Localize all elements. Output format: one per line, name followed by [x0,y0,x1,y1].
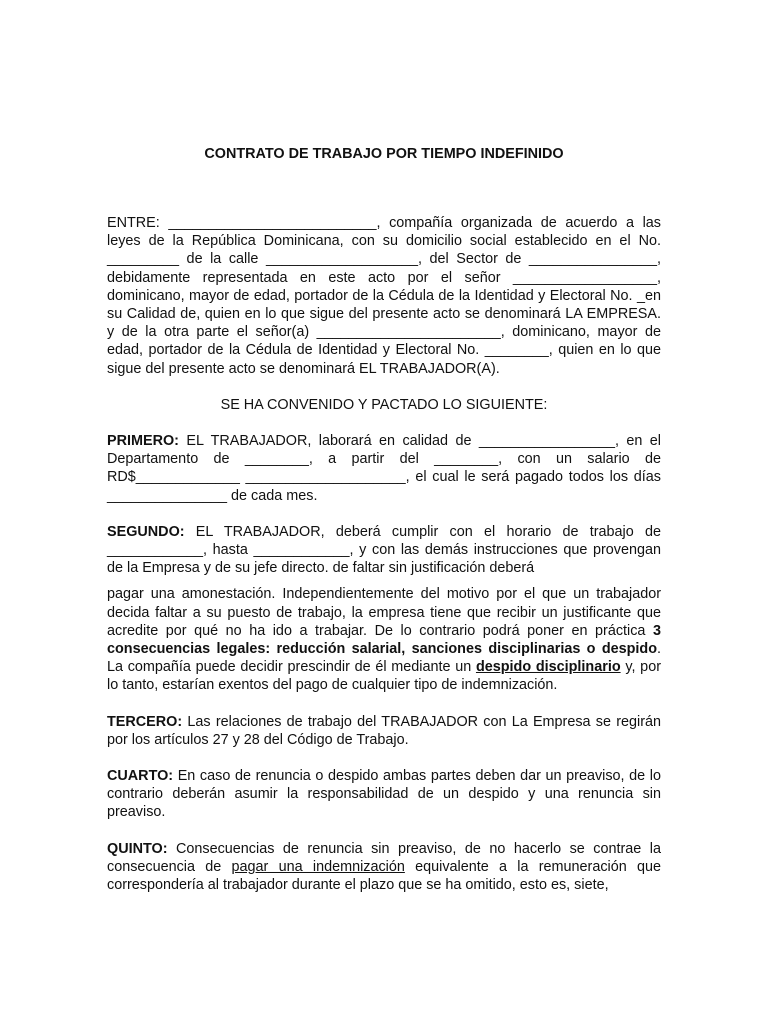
document-title: CONTRATO DE TRABAJO POR TIEMPO INDEFINIDO [204,146,564,162]
clause-text: EL TRABAJADOR, laborará en calidad de _________________, en el Departamento de ________, a partir del ________, con un salario de RD$_____________ ____________________, el cual le será pagado todos los días _______________ de cada mes. [107,433,661,504]
clause-label: CUARTO: [107,768,174,785]
clause-segundo-continued [107,585,661,694]
clause-text: . La compañía puede decidir prescindir de él mediante un [107,641,661,676]
clause-label: PRIMERO: [107,433,179,450]
clause-segundo [107,523,661,578]
despido-disciplinario-link[interactable]: despido disciplinario [475,659,621,676]
clause-primero [107,432,661,505]
document-body [107,214,661,912]
bold-phrase: 3 consecuencias legales: reducción salarial, sanciones disciplinarias o despido [107,622,661,658]
paragraph-convenido: SE HA CONVENIDO Y PACTADO LO SIGUIENTE: [220,396,548,413]
clause-text: Consecuencias de renuncia sin preaviso, de no hacerlo se contrae la consecuencia de [107,840,661,875]
clause-label: QUINTO: [107,840,168,857]
clause-text: y, por lo tanto, estarían exentos del pago de cualquier tipo de indemnización. [107,659,661,694]
clause-tercero [107,713,661,749]
clause-text: EL TRABAJADOR, deberá cumplir con el horario de trabajo de ____________, hasta ____________, y con las demás instrucciones que provengan de la Empresa y de su jefe directo. de faltar sin justificación deberá [107,523,661,577]
paragraph-entre: ENTRE: __________________________, compañía organizada de acuerdo a las leyes de la República Dominicana, con su domicilio social establecido en el No. _________ de la calle ___________________, del Sector de ________________, debidamente representada en este acto por el señor __________________, dominicano, mayor de edad, portador de la Cédula de la Identidad y Electoral No. _en su Calidad de, quien en lo que sigue del presente acto se denominará LA EMPRESA. y de la otra parte el señor(a) _______________________, dominicano, mayor de edad, portador de la Cédula de Identidad y Electoral No. ________, quien en lo que sigue del presente acto se denominará EL TRABAJADOR(A). [107,215,661,377]
clause-text: En caso de renuncia o despido ambas partes deben dar un preaviso, de lo contrario deberán asumir la responsabilidad de un despido y una renuncia sin preaviso. [107,768,661,821]
clause-quinto [107,840,661,895]
indemnizacion-link[interactable]: pagar una indemnización [231,858,405,875]
clause-text: Las relaciones de trabajo del TRABAJADOR con La Empresa se regirán por los artículos 27 y 28 del Código de Trabajo. [107,713,661,748]
clause-text: pagar una amonestación. Independientemente del motivo por el que un trabajador decida faltar a su puesto de trabajo, la empresa tiene que recibir un justificante que acredite por qué no ha ido a trabajar. De lo contrario podrá poner en práctica [107,586,661,639]
clause-text: equivalente a la remuneración que correspondería al trabajador durante el plazo que se ha omitido, esto es, siete, [107,858,661,894]
clause-label: TERCERO: [107,713,183,730]
clause-label: SEGUNDO: [107,523,185,540]
clause-cuarto [107,767,661,822]
